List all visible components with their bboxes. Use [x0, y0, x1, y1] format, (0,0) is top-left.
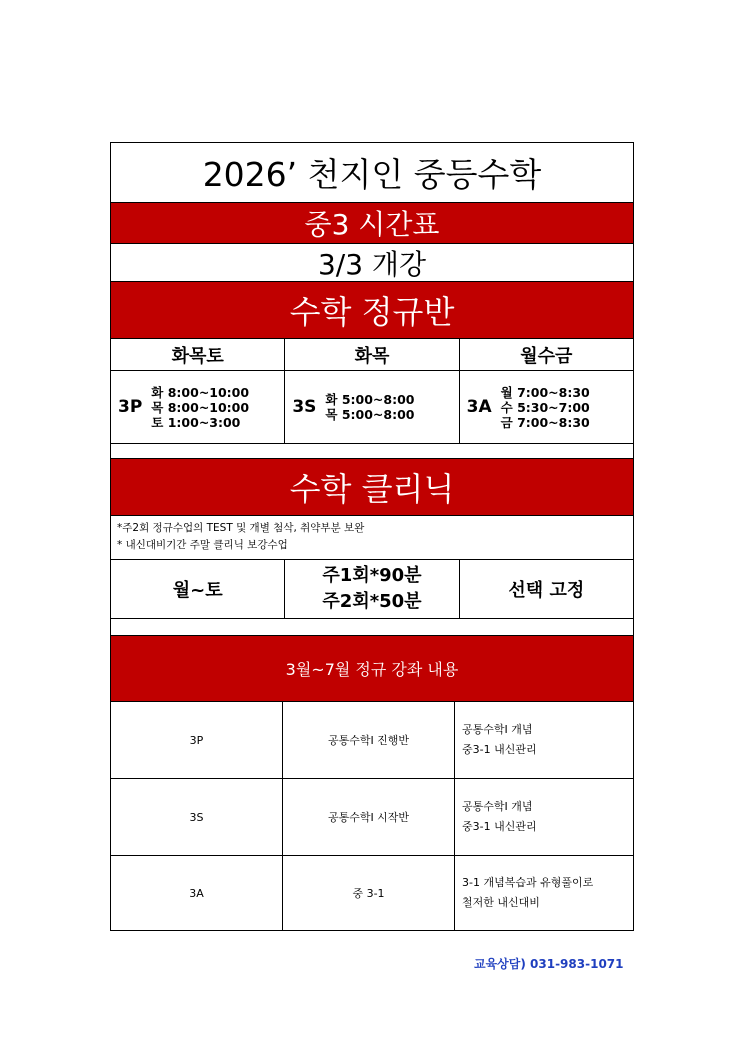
- class-times: [151, 385, 249, 430]
- course-desc: [455, 702, 633, 778]
- course-heading: 3월~7월 정규 강좌 내용: [110, 636, 634, 702]
- day-header: 화목토: [111, 339, 285, 370]
- regular-days-row: [110, 339, 634, 371]
- course-name: 공통수학I 시작반: [283, 779, 455, 855]
- class-code: 3P: [118, 397, 143, 417]
- spacer-row: [110, 444, 634, 459]
- subtitle-band: 중3 시간표: [110, 203, 634, 244]
- time-line: 화 8:00~10:00: [151, 384, 250, 400]
- course-row: [110, 779, 634, 856]
- note-line: *주2회 정규수업의 TEST 및 개별 첨삭, 취약부분 보완: [117, 522, 365, 534]
- spacer-row: [110, 619, 634, 636]
- time-line: 수 5:30~7:00: [500, 399, 590, 415]
- class-code: 3S: [292, 397, 317, 417]
- timetable-sheet: [110, 142, 634, 931]
- desc-line: 중3-1 내신관리: [462, 820, 537, 833]
- course-code: 3P: [111, 702, 283, 778]
- day-header: 월수금: [520, 345, 573, 367]
- clinic-row: [110, 560, 634, 619]
- desc-line: 3-1 개념복습과 유형풀이로: [462, 876, 594, 889]
- time-line: 토 1:00~3:00: [151, 414, 241, 430]
- time-line: 목 8:00~10:00: [151, 399, 250, 415]
- time-line: 목 5:00~8:00: [325, 407, 415, 422]
- clinic-notes: [110, 516, 634, 560]
- clinic-heading: 수학 클리닉: [110, 459, 634, 516]
- desc-line: 중3-1 내신관리: [462, 743, 537, 756]
- class-cell: [285, 371, 459, 443]
- class-times: [325, 392, 414, 422]
- desc-line: 철저한 내신대비: [462, 896, 540, 909]
- time-line: 화 5:00~8:00: [325, 392, 415, 407]
- course-desc: [455, 779, 633, 855]
- page-title: 2026’ 천지인 중등수학: [110, 142, 634, 203]
- time-line: 월 7:00~8:30: [500, 384, 590, 400]
- day-header: 화목: [285, 339, 459, 370]
- clinic-frequency: [285, 560, 459, 618]
- course-desc: [455, 856, 633, 930]
- class-times: [501, 385, 590, 430]
- class-code: 3A: [466, 397, 492, 417]
- course-name: 중 3-1: [283, 856, 455, 930]
- course-code: 3S: [111, 779, 283, 855]
- course-code: 3A: [111, 856, 283, 930]
- regular-heading: 수학 정규반: [110, 282, 634, 339]
- desc-line: 공통수학I 개념: [462, 723, 533, 736]
- regular-schedule-row: [110, 371, 634, 444]
- desc-line: 공통수학I 개념: [462, 800, 533, 813]
- note-line: * 내신대비기간 주말 클리닉 보강수업: [117, 539, 288, 551]
- course-row: [110, 856, 634, 931]
- class-cell: [460, 371, 633, 443]
- clinic-days: 월~토: [111, 560, 285, 618]
- course-name: 공통수학I 진행반: [283, 702, 455, 778]
- time-line: 금 7:00~8:30: [500, 414, 590, 430]
- frequency-option: 주2회*50분: [322, 591, 422, 612]
- class-cell: [111, 371, 285, 443]
- frequency-option: 주1회*90분: [322, 565, 422, 586]
- contact-info: 교육상담) 031-983-1071: [474, 957, 624, 971]
- course-row: [110, 702, 634, 779]
- clinic-option: 선택 고정: [508, 580, 585, 601]
- opening-date: 3/3 개강: [110, 244, 634, 282]
